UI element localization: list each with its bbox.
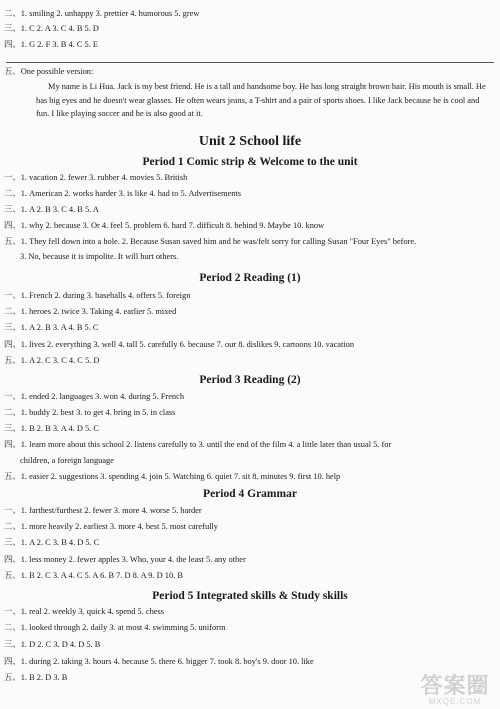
watermark-logo xyxy=(414,675,496,707)
p5-line-3: 三、1. D 2. C 3. D 4. D 5. B xyxy=(4,640,101,649)
p3-line-6: 五、1. easier 2. suggestions 3. spending 4. join 5. Watching 6. quiet 7. sit 8. minutes 9. first 10. help xyxy=(4,472,341,481)
top-line-4: 四、1. G 2. F 3. B 4. C 5. E xyxy=(4,40,98,49)
p1-line-3: 三、1. A 2. B 3. C 4. B 5. A xyxy=(4,205,99,214)
top-line-5: 五、One possible version: xyxy=(4,67,94,76)
p1-line-1: 一、1. vacation 2. fewer 3. rubber 4. movies 5. British xyxy=(4,173,188,182)
p3-line-5: children, a foreign language xyxy=(20,456,114,465)
p1-line-6: 3. No, because it is impolite. It will hurt others. xyxy=(20,252,179,261)
p4-line-4: 四、1. less money 2. fewer apples 3. Who, your 4. the least 5. any other xyxy=(4,555,246,564)
p5-line-5: 五、1. B 2. D 3. B xyxy=(4,673,68,682)
p5-line-1: 一、1. real 2. weekly 3. quick 4. spend 5. chess xyxy=(4,607,165,616)
p3-line-2: 二、1. buddy 2. best 3. to get 4. bring in 5. in class xyxy=(4,408,176,417)
p3-line-3: 三、1. B 2. B 3. A 4. D 5. C xyxy=(4,424,99,433)
p5-line-2: 二、1. looked through 2. daily 3. at most 4. swimming 5. uniform xyxy=(4,623,226,632)
p1-line-2: 二、1. American 2. works harder 3. is like 4. had to 5. Advertisements xyxy=(4,189,242,198)
period-4-title: Period 4 Grammar xyxy=(203,488,297,500)
p1-line-5: 五、1. They fell down into a hole. 2. Because Susan saved him and he was/felt sorry for calling Susan "Four Eyes" before. xyxy=(4,237,417,246)
sample-essay: My name is Li Hua. Jack is my best friend. He is a tall and handsome boy. He has long straight brown hair. His mouth is small. He has big eyes and he doesn't wear glasses. He often wears jeans, a T-shirt and a pair of sports shoes. I like Jack because he is cool and fun. I like playing soccer and he is also good at it. xyxy=(36,82,486,118)
p4-line-5: 五、1. B 2. C 3. A 4. C 5. A 6. B 7. D 8. A 9. D 10. B xyxy=(4,571,183,580)
period-5-title: Period 5 Integrated skills & Study skills xyxy=(152,590,348,602)
divider-line xyxy=(6,62,494,63)
p2-line-5: 五、1. A 2. C 3. C 4. C 5. D xyxy=(4,356,100,365)
p1-line-4: 四、1. why 2. because 3. Or 4. feel 5. problem 6. hard 7. difficult 8. behind 9. Maybe 10. know xyxy=(4,221,325,230)
p2-line-4: 四、1. lives 2. everything 3. well 4. tall 5. carefully 6. because 7. our 8. dislikes 9. cartoons 10. vacation xyxy=(4,340,355,349)
p4-line-1: 一、1. farthest/furthest 2. fewer 3. more 4. worse 5. harder xyxy=(4,506,202,515)
top-line-2: 二、1. smiling 2. unhappy 3. prettier 4. humorous 5. grew xyxy=(4,9,200,18)
p4-line-2: 二、1. more heavily 2. earliest 3. more 4. best 5. most carefully xyxy=(4,522,218,531)
period-2-title: Period 2 Reading (1) xyxy=(199,272,301,284)
period-3-title: Period 3 Reading (2) xyxy=(199,374,301,386)
watermark-main-text: 答案圈 xyxy=(420,673,490,698)
watermark-sub-text: MXQE.COM xyxy=(428,697,482,706)
top-line-3: 三、1. C 2. A 3. C 4. B 5. D xyxy=(4,24,99,33)
period-1-title: Period 1 Comic strip & Welcome to the unit xyxy=(142,156,358,168)
p5-line-4: 四、1. during 2. taking 3. hours 4. because 5. there 6. bigger 7. took 8. boy's 9. door 10. like xyxy=(4,657,314,666)
p2-line-3: 三、1. A 2. B 3. A 4. B 5. C xyxy=(4,323,99,332)
p3-line-1: 一、1. ended 2. languages 3. won 4. during 5. French xyxy=(4,392,185,401)
p3-line-4: 四、1. learn more about this school 2. listens carefully to 3. until the end of the film 4. a little later than usual 5. for xyxy=(4,440,392,449)
p2-line-2: 二、1. heroes 2. twice 3. Taking 4. earlier 5. mixed xyxy=(4,307,177,316)
p4-line-3: 三、1. A 2. C 3. B 4. D 5. C xyxy=(4,538,100,547)
unit-title: Unit 2 School life xyxy=(198,134,302,149)
p2-line-1: 一、1. French 2. during 3. baseballs 4. offers 5. foreign xyxy=(4,291,191,300)
